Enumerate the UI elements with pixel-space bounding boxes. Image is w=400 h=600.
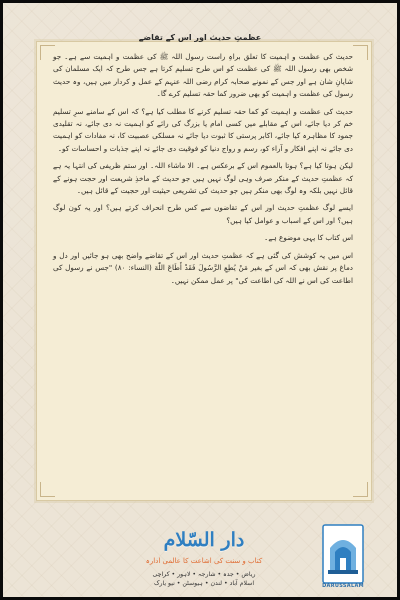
panel-body (53, 51, 353, 292)
darussalam-logo-icon (322, 524, 364, 584)
cities-line: ریاض • جدہ • شارجہ • لاہور • کراچی (152, 571, 256, 578)
panel-corner-ornament (353, 45, 368, 60)
paragraph: حدیث کی عظمت و اہمیت کا تعلق براہِ راست رسول اللہ ﷺ کی عظمت و اہمیت سے ہے۔ جو شخص بھی رسول اللہ ﷺ کی عظمت کو اس طرح تسلیم کرتا ہے جس طرح کہ ایک مسلمان کی شایانِ شان ہے اور جس کے نمونے صحابہ کرام رضی اللہ عنہم کے عمل و کردار میں ہیں، وہ حدیث رسول کی عظمت و اہمیت کو بھی ضرور کما حقہ تسلیم کرے گا۔ (53, 52, 353, 99)
logo-caption: DARUSSALAM (322, 583, 364, 589)
publisher-footer (6, 521, 400, 600)
publisher-name: دار السّلام (163, 529, 245, 551)
panel-title: عظمتِ حدیث اور اس کے تقاضے (138, 33, 262, 42)
book-back-cover (3, 3, 397, 597)
paragraph: لیکن ہوتا کیا ہے؟ ہوتا بالعموم اس کے برعکس ہے۔ الا ماشاء اللہ۔ اور ستم ظریفی کی انتہا یہ ہے کہ عظمتِ حدیث کے منکر صرف وہی لوگ نہیں ہیں جو حدیث کے ماخذِ شریعت اور حجت ہونے کے قائل نہیں بلکہ وہ لوگ بھی منکر ہیں جو حدیث کی تشریعی حیثیت اور حجیت کے قائل ہیں۔ (53, 161, 353, 196)
paragraph: اس کتاب کا یہی موضوع ہے۔ (264, 233, 353, 243)
cities-line: اسلام آباد • لندن • ہیوسٹن • نیو یارک (153, 580, 255, 587)
publisher-cities (116, 570, 292, 588)
panel-corner-ornament (40, 482, 55, 497)
paragraph: اس میں یہ کوشش کی گئی ہے کہ عظمتِ حدیث اور اس کے تقاضے واضح بھی ہو جائیں اور دل و دماغ پر نقش بھی کہ اس کے بغیر مَنْ يُطِعِ الرَّسُولَ فَقَدْ أَطَاعَ اللّٰهَ (النساء: ۸۰) "جس نے رسول کی اطاعت کی اس نے اللہ کی اطاعت کی" پر عمل ممکن نہیں۔ (53, 250, 353, 285)
paragraph: ایسے لوگ عظمتِ حدیث اور اس کے تقاضوں سے کس طرح انحراف کرتے ہیں؟ اور یہ کون لوگ ہیں؟ اور اس کے اسباب و عوامل کیا ہیں؟ (53, 203, 353, 225)
panel-corner-ornament (353, 482, 368, 497)
paragraph: حدیث کی عظمت و اہمیت کو کما حقہ تسلیم کرنے کا مطلب کیا ہے؟ کہ اس کے سامنے سرِ تسلیم خم کر دیا جائے، اس کے مقابلے میں کسی امام یا بزرگ کی رائے کو اہمیت نہ دی جائے، نہ تقلیدی جمود کا مظاہرہ کیا جائے، اکابر پرستی کا ثبوت دیا جائے نہ مسلکی عصبیت کا، نہ مفادات کو اہمیت دی جائے نہ اپنے افکار و آراء کو، رسم و رواج دنیا کو فوقیت دی جائے نہ اپنے جذبات و احساسات کو۔ (53, 106, 353, 153)
publisher-tagline: کتاب و سنت کی اشاعت کا عالمی ادارہ (145, 557, 263, 565)
